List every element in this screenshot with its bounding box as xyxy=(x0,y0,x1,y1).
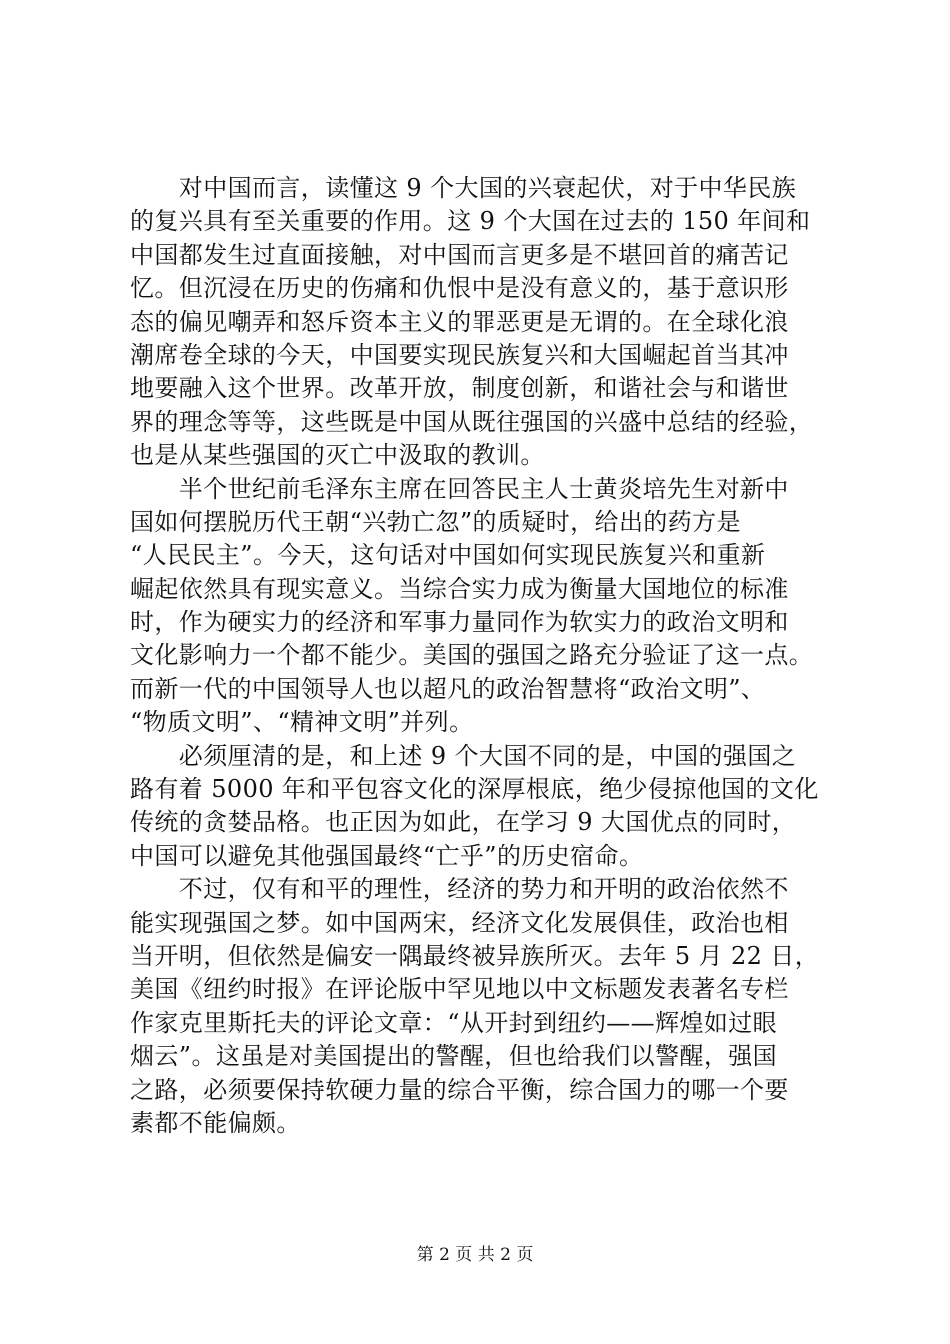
text-line: 崛起依然具有现实意义。当综合实力成为衡量大国地位的标准 xyxy=(130,574,789,603)
text-line: “物质文明”、“精神文明”并列。 xyxy=(130,708,474,737)
text-line: 而新一代的中国领导人也以超凡的政治智慧将“政治文明”、 xyxy=(130,674,766,703)
text-line: 潮席卷全球的今天，中国要实现民族复兴和大国崛起首当其冲 xyxy=(130,340,789,369)
text-line: 路有着 5000 年和平包容文化的深厚根底，绝少侵掠他国的文化 xyxy=(130,775,819,804)
text-line: 半个世纪前毛泽东主席在回答民主人士黄炎培先生对新中 xyxy=(130,474,789,503)
document-body xyxy=(130,172,825,1140)
text-line: 当开明，但依然是偏安一隅最终被异族所灭。去年 5 月 22 日， xyxy=(130,941,820,970)
page-number-label: 第 2 页 共 2 页 xyxy=(416,1245,534,1265)
text-line: 的复兴具有至关重要的作用。这 9 个大国在过去的 150 年间和 xyxy=(130,207,811,236)
text-line: 地要融入这个世界。改革开放，制度创新，和谐社会与和谐世 xyxy=(130,374,789,403)
text-line: 国如何摆脱历代王朝“兴勃亡忽”的质疑时，给出的药方是 xyxy=(130,507,741,536)
text-line: 能实现强国之梦。如中国两宋，经济文化发展俱佳，政治也相 xyxy=(130,908,789,937)
text-line: 传统的贪婪品格。也正因为如此，在学习 9 大国优点的同时， xyxy=(130,808,797,837)
text-line: 美国《纽约时报》在评论版中罕见地以中文标题发表著名专栏 xyxy=(130,975,789,1004)
text-line: 素都不能偏颇。 xyxy=(130,1108,301,1137)
text-line: 之路，必须要保持软硬力量的综合平衡，综合国力的哪一个要 xyxy=(130,1075,789,1104)
page-footer xyxy=(0,1244,950,1266)
text-line: 必须厘清的是，和上述 9 个大国不同的是，中国的强国之 xyxy=(130,741,797,770)
text-line: “人民民主”。今天，这句话对中国如何实现民族复兴和重新 xyxy=(130,541,766,570)
text-line: 忆。但沉浸在历史的伤痛和仇恨中是没有意义的，基于意识形 xyxy=(130,274,789,303)
text-line: 作家克里斯托夫的评论文章：“从开封到纽约——辉煌如过眼 xyxy=(130,1008,778,1037)
text-line: 也是从某些强国的灭亡中汲取的教训。 xyxy=(130,441,545,470)
text-line: 烟云”。这虽是对美国提出的警醒，但也给我们以警醒，强国 xyxy=(130,1042,778,1071)
text-line: 时，作为硬实力的经济和军事力量同作为软实力的政治文明和 xyxy=(130,608,789,637)
text-line: 态的偏见嘲弄和怒斥资本主义的罪恶更是无谓的。在全球化浪 xyxy=(130,307,789,336)
text-line: 中国都发生过直面接触，对中国而言更多是不堪回首的痛苦记 xyxy=(130,240,789,269)
text-line: 不过，仅有和平的理性，经济的势力和开明的政治依然不 xyxy=(130,875,789,904)
text-line: 中国可以避免其他强国最终“亡乎”的历史宿命。 xyxy=(130,841,644,870)
text-line: 文化影响力一个都不能少。美国的强国之路充分验证了这一点。 xyxy=(130,641,814,670)
text-line: 对中国而言，读懂这 9 个大国的兴衰起伏，对于中华民族 xyxy=(130,174,797,202)
text-line: 界的理念等等，这些既是中国从既往强国的兴盛中总结的经验， xyxy=(130,407,814,436)
